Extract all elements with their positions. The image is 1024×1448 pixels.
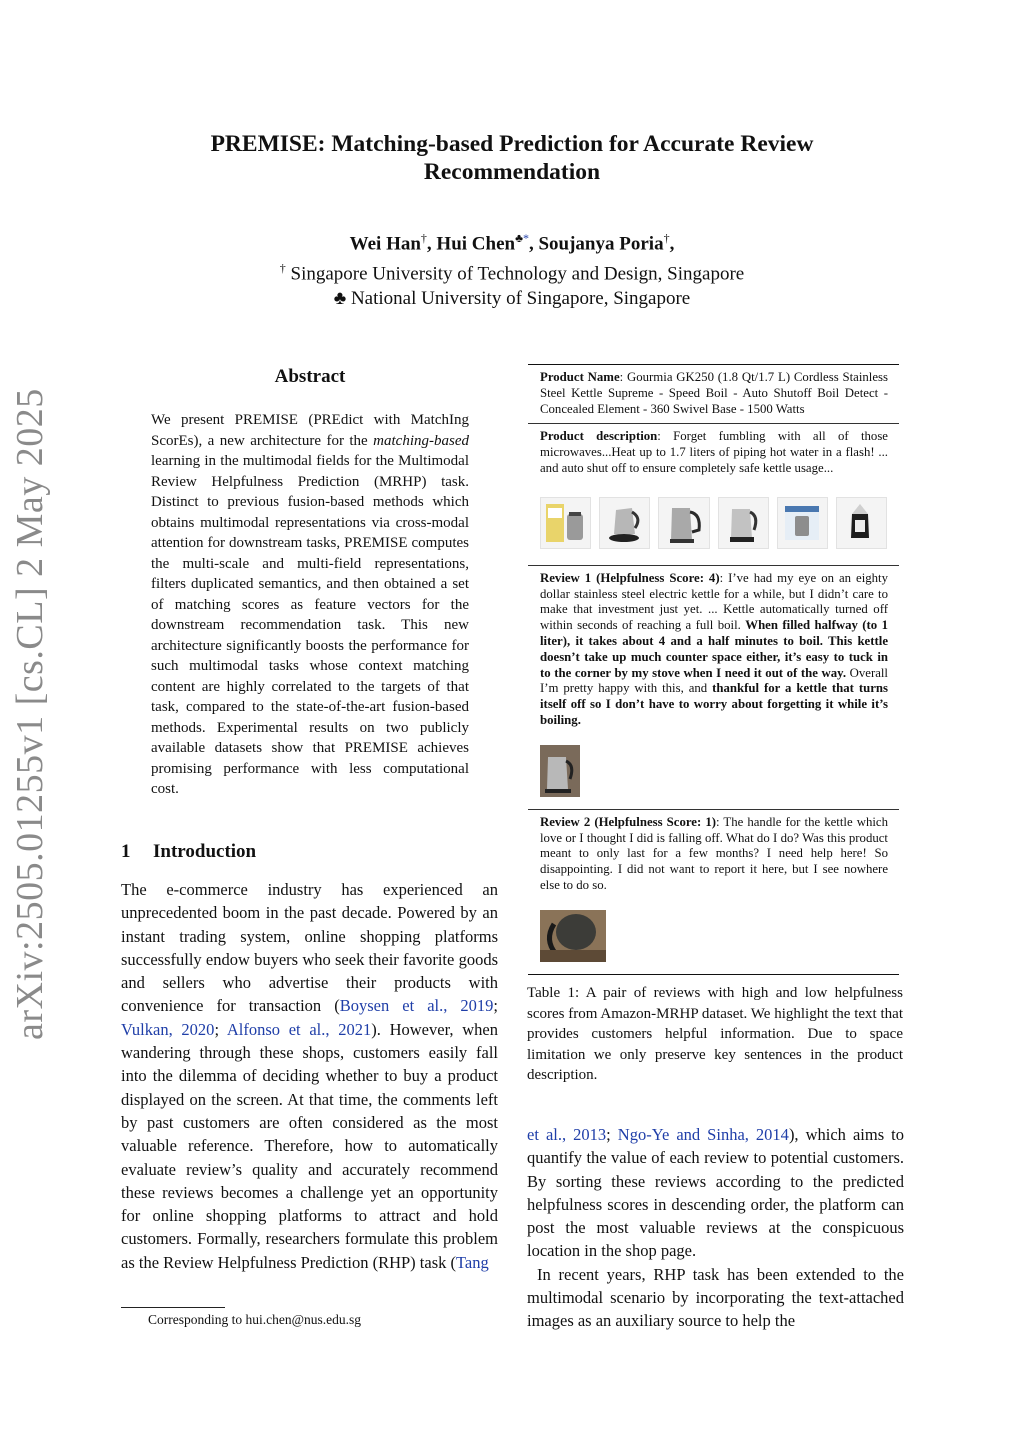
kettle-base-image: [599, 497, 650, 549]
author-block: [150, 226, 874, 311]
citation-link[interactable]: Vulkan, 2020: [121, 1019, 215, 1039]
author-names: Wei Han†, Hui Chen♣*, Soujanya Poria†,: [349, 231, 675, 255]
author-mark: ♣: [515, 231, 523, 245]
author-hui-chen: Hui Chen: [436, 233, 516, 255]
paper-title: PREMISE: Matching-based Prediction for Accurate Review Recommendation: [210, 131, 814, 185]
product-description-cell: Product description: Forget fumbling with all of those microwaves...Heat up to 1.7 liters of piping hot water in a flash! ... and auto shut off to ensure completely safe kettle usage...: [540, 429, 888, 475]
citation-link[interactable]: Boysen et al., 2019: [339, 996, 494, 1016]
review-2-image: [540, 910, 606, 962]
kettle-side-image: [658, 497, 709, 549]
citation-link[interactable]: Tang: [455, 1252, 489, 1272]
product-image-row: [528, 483, 899, 565]
author-soujanya-poria: Soujanya Poria: [538, 233, 664, 255]
product-name-cell: Product Name: Gourmia GK250 (1.8 Qt/1.7 L) Cordless Stainless Steel Kettle Supreme - Speed Boil - Auto Shutoff Boil Detect - Concealed Element - 360 Swivel Base - 1500 Watts: [540, 370, 888, 416]
affiliation-sutd: † Singapore University of Technology and Design, Singapore: [279, 261, 745, 285]
author-mark: †: [420, 231, 427, 245]
review-1-image: [540, 745, 580, 797]
footnote: Corresponding to hui.chen@nus.edu.sg: [148, 1312, 362, 1327]
abstract-text: We present PREMISE (PREdict with MatchIng ScorEs), a new architecture for the matching-based learning in the multimodal fields for the Multimodal Review Helpfulness Prediction (MRHP) task. Distinct to previous fusion-based methods which obtains multimodal representations via cross-modal attention for downstream tasks, PREMISE computes the multi-scale and multi-field representations, filters duplicated semantics, and then obtained a set of matching scores as feature vectors for the downstream recommendation task. This new architecture significantly boosts the performance for such multimodal tasks whose context matching content are highly correlated to the targets of that task, compared to the state-of-the-art fusion-based methods. Experimental results on two publicly available datasets show that PREMISE achieves promising performance with less computational cost.: [151, 412, 469, 797]
paragraph-rhp-multimodal: In recent years, RHP task has been extended to the multimodal scenario by incorporating the text-attached images as an auxiliary source to help the: [527, 1264, 904, 1331]
kettle-front-image: [718, 497, 769, 549]
product-box-image: [540, 497, 591, 549]
footnote-rule: [121, 1307, 225, 1308]
abstract-heading: Abstract: [274, 366, 346, 387]
arxiv-identifier: arXiv:2505.01255v1 [cs.CL] 2 May 2025: [9, 388, 51, 1040]
citation-link[interactable]: et al., 2013: [527, 1125, 607, 1144]
table-1: [528, 364, 899, 975]
author-wei-han: Wei Han: [349, 233, 421, 255]
kettle-open-lid-image: [836, 497, 887, 549]
affiliation-nus: ♣ National University of Singapore, Singapore: [333, 287, 691, 309]
corresponding-mark: *: [522, 231, 529, 245]
citation-link[interactable]: Ngo-Ye and Sinha, 2014: [617, 1125, 789, 1144]
section-heading-introduction: 1 Introduction: [121, 841, 257, 862]
introduction-paragraph: The e-commerce industry has experienced an unprecedented boom in the past decade. Powered by an instant trading system, online shopping platforms successfully endow buyers who seek their favorite goods and sellers who advertise their products with convenience for transaction (Boysen et al., 2019; Vulkan, 2020; Alfonso et al., 2021). However, when wandering through these shops, customers easily fall into the dilemma of deciding whether to buy a product displayed on the screen. At that time, the comments left by past customers are often considered as the most valuable reference. Therefore, how to automatically evaluate review’s quality and accurately recommend these reviews becomes a challenge yet an opportunity for online shopping platforms to attract and hold customers. Formally, researchers formulate this problem as the Review Helpfulness Prediction (RHP) task (Tang: [121, 880, 498, 1272]
citation-link[interactable]: Alfonso et al., 2021: [226, 1019, 372, 1039]
kettle-box-image: [777, 497, 828, 549]
introduction-continued: et al., 2013; Ngo-Ye and Sinha, 2014), which aims to quantify the value of each review to potential customers. By sorting these reviews according to the predicted helpfulness scores in descending order, the platform can post the most valuable reviews at the conspicuous location in the shop page. In recent years, RHP task has been extended to the multimodal scenario by incorporating the text-attached images as an auxiliary source to help the: [527, 1123, 904, 1333]
author-mark: †: [663, 231, 670, 245]
review-2-cell: Review 2 (Helpfulness Score: 1): The handle for the kettle which love or I thought I did is falling off. What do I do? Was this product meant to only last for a few months? I need help here! So disappointing. I did not want to report it here, but I see nowhere else to do so.: [540, 814, 888, 892]
table-caption: Table 1: A pair of reviews with high and low helpfulness scores from Amazon-MRHP dataset. We highlight the text that provides customers helpful information. Due to space limitation we only preserve key sentences in the product description.: [527, 985, 903, 1084]
review-1-cell: Review 1 (Helpfulness Score: 4): I’ve had my eye on an eighty dollar stainless steel electric kettle for a while, but I didn’t care to make that investment just yet. ... Kettle automatically turned off within seconds of reaching a full boil. When filled halfway (to 1 liter), it takes about 4 and a half minutes to boil. This kettle doesn’t take up much counter space either, it’s easy to tuck in to the corner by my stove when I need it out of the way. Overall I’m pretty happy with this, and thankful for a kettle that turns itself off so I don’t have to worry about forgetting it while it’s boiling.: [540, 570, 889, 727]
